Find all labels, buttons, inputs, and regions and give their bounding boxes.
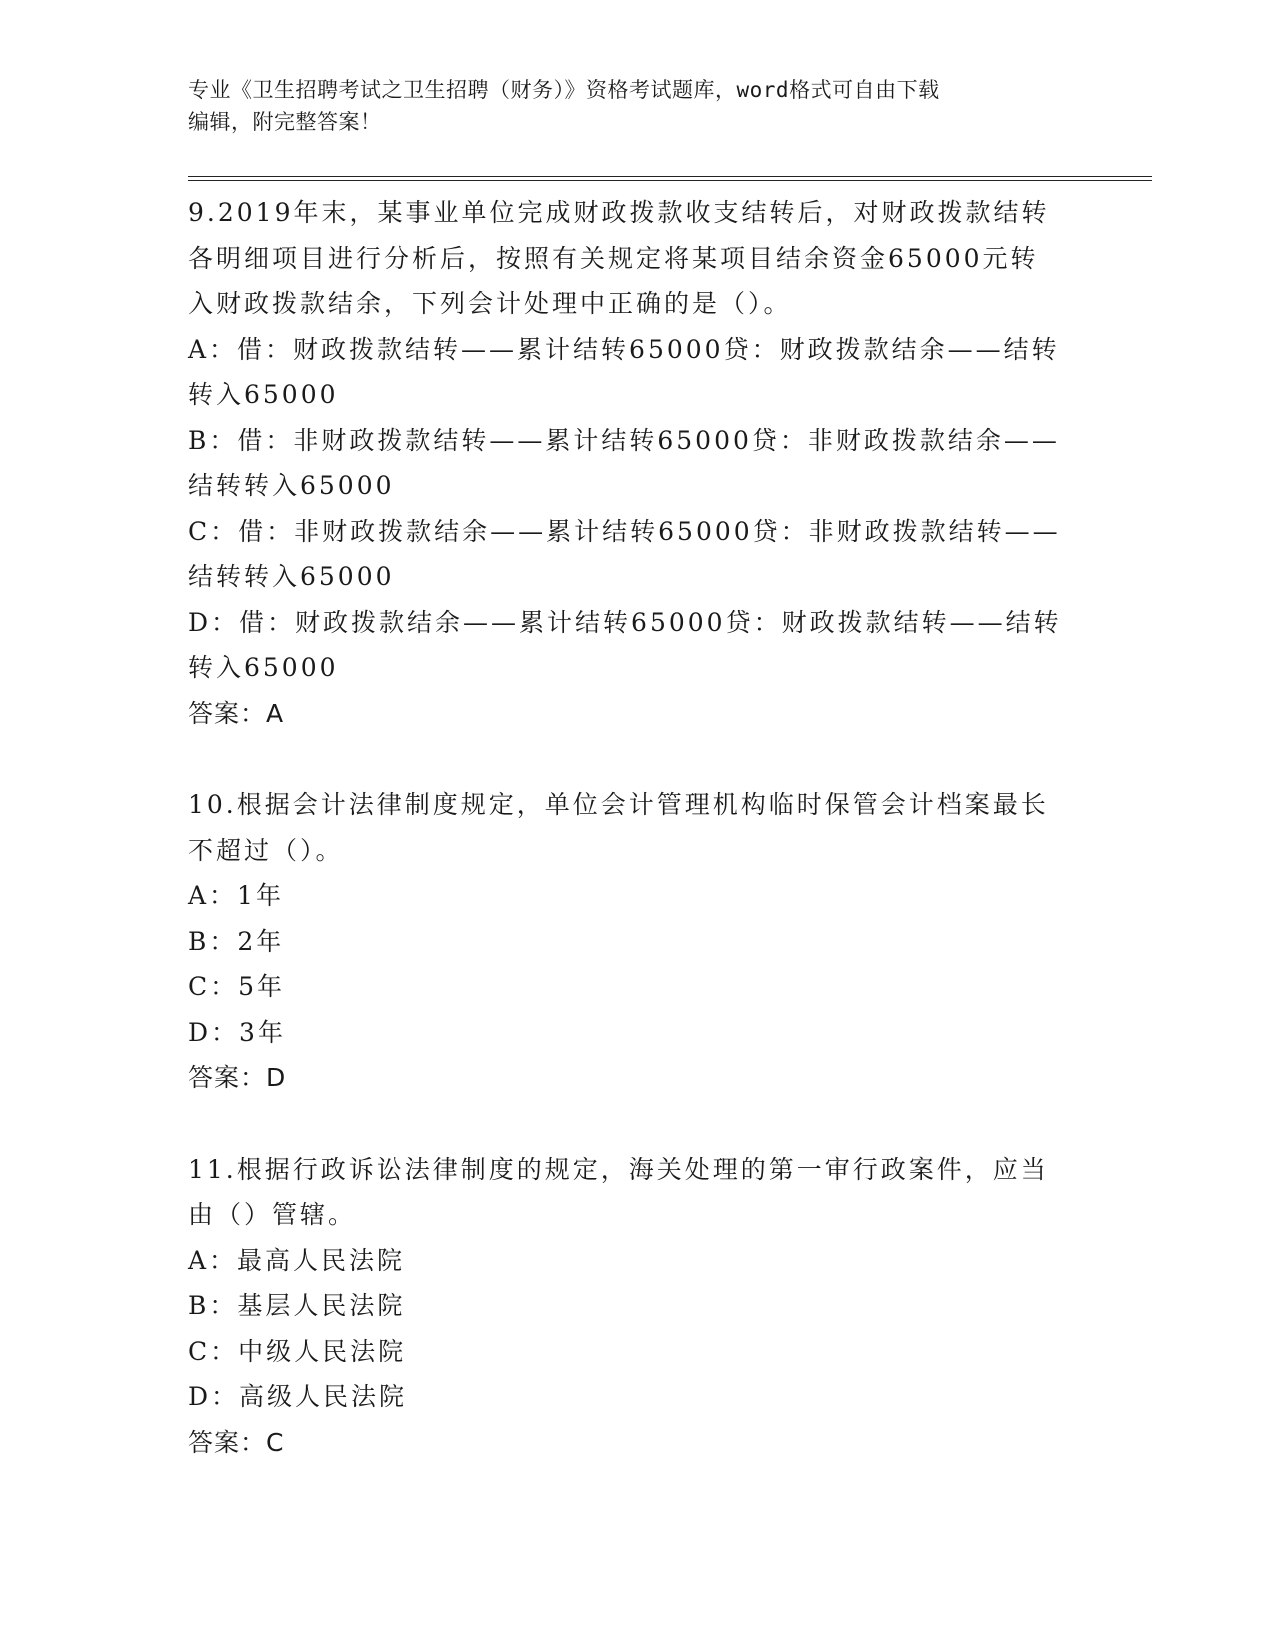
question-list	[188, 190, 1088, 1465]
header-divider	[188, 176, 1152, 177]
option-d: D：高级人民法院	[188, 1382, 408, 1411]
option-d-continued: 转入65000	[188, 653, 339, 682]
option-a: A：最高人民法院	[188, 1245, 406, 1275]
question-block	[188, 782, 1088, 1101]
option-d: D：3年	[188, 1017, 286, 1047]
question-block	[188, 1147, 1088, 1466]
answer-label: 答案：D	[188, 1063, 287, 1092]
option-b: B：基层人民法院	[188, 1291, 406, 1320]
option-a: A：借：财政拨款结转——累计结转65000贷：财政拨款结余——结转	[188, 334, 1060, 364]
option-b: B：2年	[188, 926, 285, 956]
question-stem-line: 10.根据会计法律制度规定，单位会计管理机构临时保管会计档案最长	[188, 790, 1049, 819]
question-stem-line: 9.2019年末，某事业单位完成财政拨款收支结转后，对财政拨款结转	[188, 198, 1050, 227]
header-line: 专业《卫生招聘考试之卫生招聘（财务）》资格考试题库，word格式可自由下载	[188, 78, 940, 102]
question-spacer	[188, 1101, 1088, 1147]
question-stem-line: 11.根据行政诉讼法律制度的规定，海关处理的第一审行政案件，应当	[188, 1154, 1049, 1184]
document-header	[188, 74, 1088, 138]
header-divider	[188, 180, 1152, 181]
answer-label: 答案：A	[188, 698, 285, 728]
question-stem-line: 由（）管辖。	[188, 1200, 357, 1229]
question-block	[188, 190, 1088, 736]
header-line: 编辑，附完整答案！	[188, 110, 382, 134]
answer-label: 答案：C	[188, 1427, 285, 1457]
option-b: B：借：非财政拨款结转——累计结转65000贷：非财政拨款结余——	[188, 425, 1060, 455]
option-c: C：借：非财政拨款结余——累计结转65000贷：非财政拨款结转——	[188, 516, 1061, 546]
question-stem-line: 不超过（）。	[188, 835, 344, 865]
option-d: D：借：财政拨款结余——累计结转65000贷：财政拨款结转——结转	[188, 607, 1062, 637]
option-a-continued: 转入65000	[188, 380, 339, 409]
option-c: C：5年	[188, 972, 286, 1001]
option-c: C：中级人民法院	[188, 1336, 407, 1366]
option-b-continued: 结转转入65000	[188, 471, 395, 500]
question-stem-line: 入财政拨款结余，下列会计处理中正确的是（）。	[188, 289, 792, 318]
option-c-continued: 结转转入65000	[188, 562, 395, 591]
option-a: A：1年	[188, 881, 284, 910]
question-spacer	[188, 736, 1088, 782]
question-stem-line: 各明细项目进行分析后，按照有关规定将某项目结余资金65000元转	[188, 243, 1039, 273]
